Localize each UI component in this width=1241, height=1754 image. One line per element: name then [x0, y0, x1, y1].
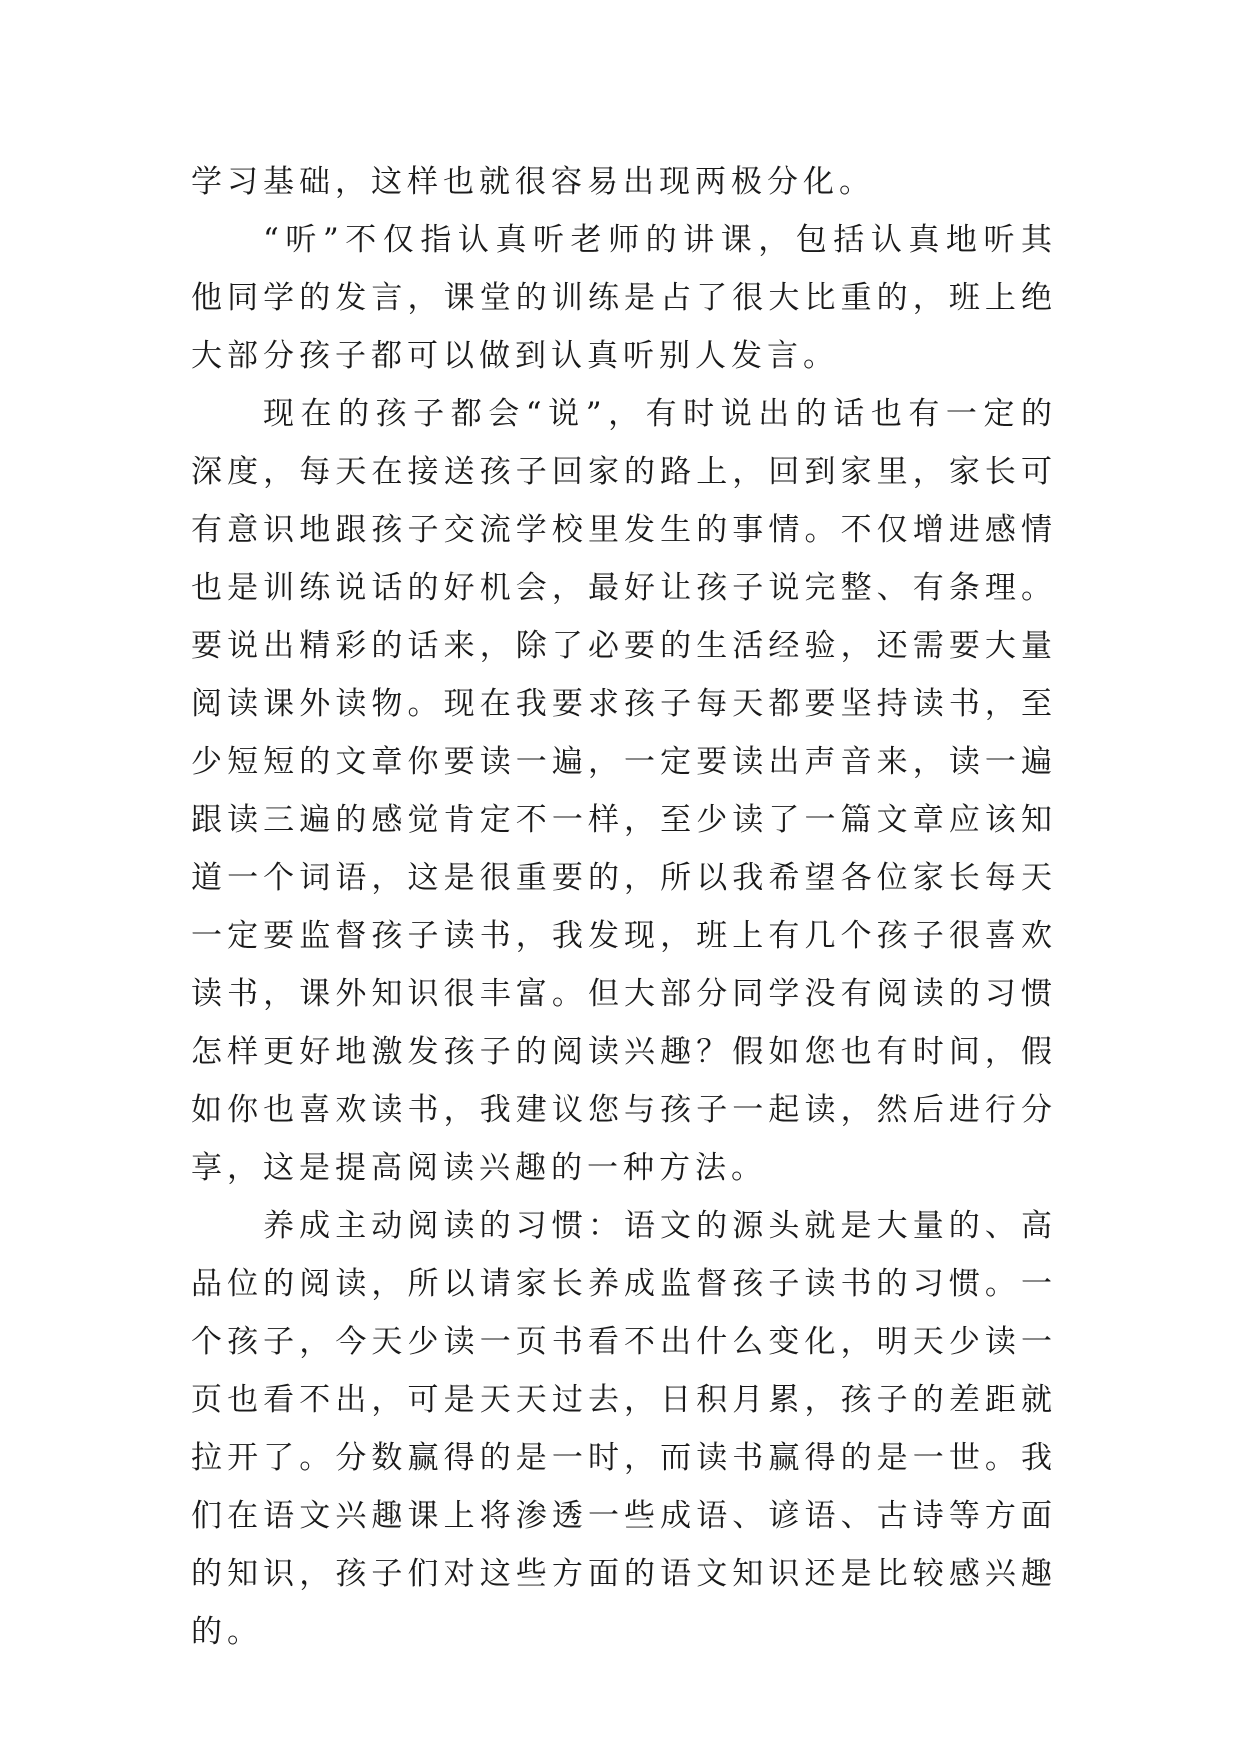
document-body [191, 153, 1057, 1661]
paragraph-3: 现在的孩子都会“说”，有时说出的话也有一定的深度，每天在接送孩子回家的路上，回到家里，家长可有意识地跟孩子交流学校里发生的事情。不仅增进感情也是训练说话的好机会，最好让孩子说完整、有条理。要说出精彩的话来，除了必要的生活经验，还需要大量阅读课外读物。现在我要求孩子每天都要坚持读书，至少短短的文章你要读一遍，一定要读出声音来，读一遍跟读三遍的感觉肯定不一样，至少读了一篇文章应该知道一个词语，这是很重要的，所以我希望各位家长每天一定要监督孩子读书，我发现，班上有几个孩子很喜欢读书，课外知识很丰富。但大部分同学没有阅读的习惯怎样更好地激发孩子的阅读兴趣？假如您也有时间，假如你也喜欢读书，我建议您与孩子一起读，然后进行分享，这是提高阅读兴趣的一种方法。 [191, 396, 1057, 1186]
paragraph-2: “听”不仅指认真听老师的讲课，包括认真地听其他同学的发言，课堂的训练是占了很大比重的，班上绝大部分孩子都可以做到认真听别人发言。 [191, 222, 1057, 374]
paragraph-4: 养成主动阅读的习惯：语文的源头就是大量的、高品位的阅读，所以请家长养成监督孩子读书的习惯。一个孩子，今天少读一页书看不出什么变化，明天少读一页也看不出，可是天天过去，日积月累，孩子的差距就拉开了。分数赢得的是一时，而读书赢得的是一世。我们在语文兴趣课上将渗透一些成语、谚语、古诗等方面的知识，孩子们对这些方面的语文知识还是比较感兴趣的。 [191, 1208, 1057, 1650]
paragraph-1: 学习基础，这样也就很容易出现两极分化。 [191, 164, 875, 200]
